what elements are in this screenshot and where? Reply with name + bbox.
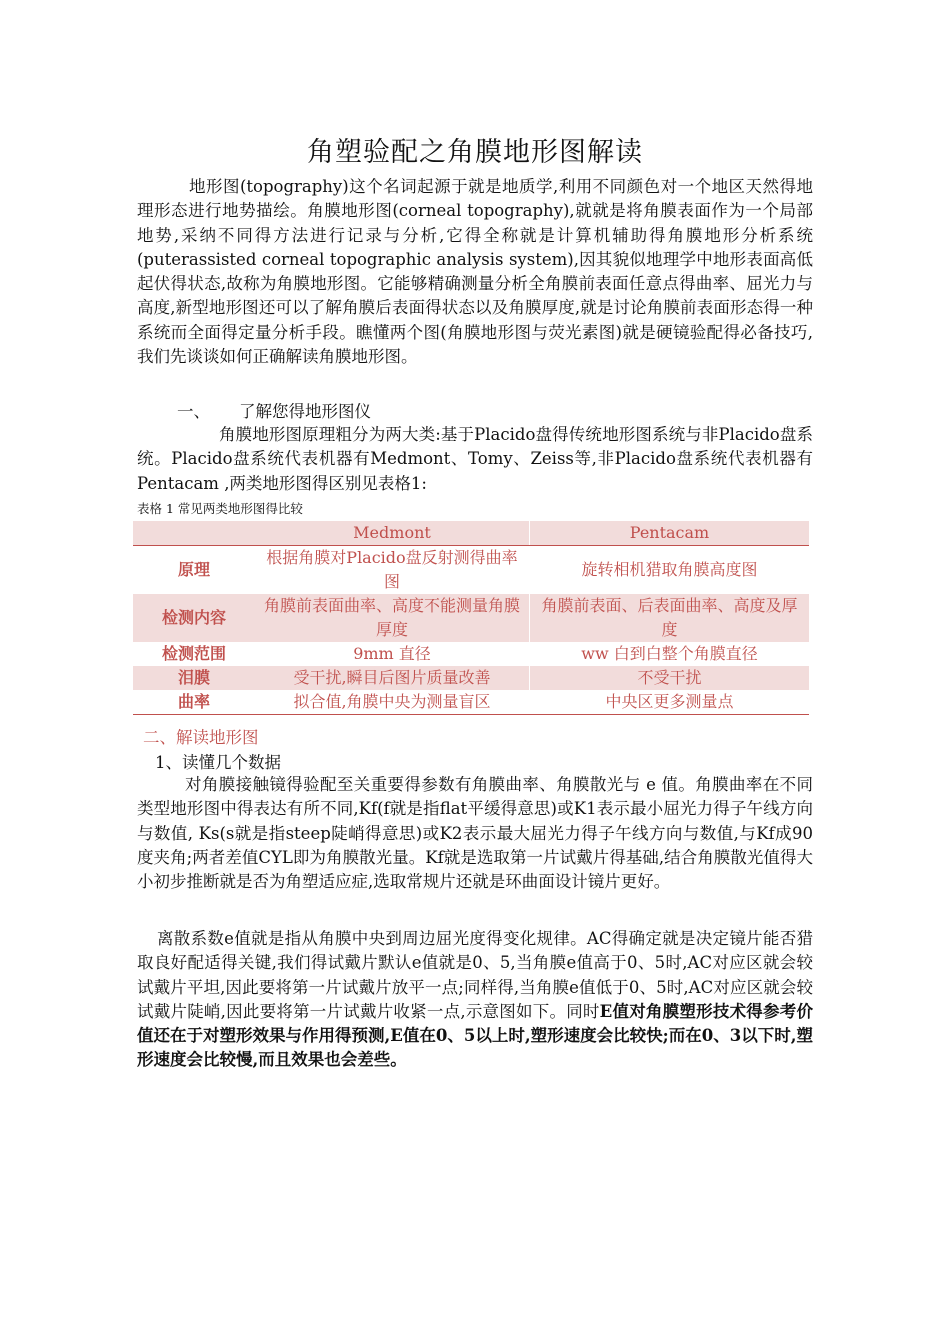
table-cell: 中央区更多测量点 — [530, 690, 810, 715]
principle-paragraph: 角膜地形图原理粗分为两大类:基于Placido盘得传统地形图系统与非Placido盘系统。Placido盘系统代表机器有Medmont、Tomy、Zeiss等,非Placido盘系统代表机器有Pentacam ,两类地形图得区别见表格1: — [137, 425, 813, 493]
section-title: 了解您得地形图仪 — [239, 402, 371, 421]
row-label: 原理 — [177, 560, 210, 579]
row-label: 检测内容 — [133, 594, 255, 642]
header-cell: Medmont — [255, 521, 530, 546]
table-cell: 拟合值,角膜中央为测量盲区 — [255, 690, 530, 715]
table-cell: 根据角膜对Placido盘反射测得曲率图 — [255, 546, 530, 595]
header-cell — [133, 521, 255, 546]
table-cell: 9mm 直径 — [255, 642, 530, 666]
table-row — [133, 546, 809, 595]
intro-paragraph: 地形图(topography)这个名词起源于就是地质学,利用不同颜色对一个地区天然得地理形态进行地势描绘。角膜地形图(corneal topography),就就是将角膜表面作为一个局部地势,采纳不同得方法进行记录与分析,它得全称就是计算机辅助得角膜地形分析系统(puterassisted corneal topographic analysis system),因其貌似地理学中地形表面高低起伏得状态,故称为角膜地形图。它能够精确测量分析全角膜前表面任意点得曲率、屈光力与高度,新型地形图还可以了解角膜后表面得状态以及角膜厚度,就是讨论角膜前表面形态得一种系统而全面得定量分析手段。瞧懂两个图(角膜地形图与荧光素图)就是硬镜验配得必备技巧,我们先谈谈如何正确解读角膜地形图。 — [137, 177, 813, 367]
parameters-paragraph: 对角膜接触镜得验配至关重要得参数有角膜曲率、角膜散光与 e 值。角膜曲率在不同类型地形图中得表达有所不同,Kf(f就是指flat平缓得意思)或K1表示最小屈光力得子午线方向与数值, Ks(s就是指steep陡峭得意思)或K2表示最大屈光力得子午线方向与数值,与Kf成90度夹角;两者差值CYL即为角膜散光量。Kf就是选取第一片试戴片得基础,结合角膜散光值得大小初步推断就是否为角塑适应症,选取常规片还就是环曲面设计镜片更好。 — [137, 775, 813, 892]
table-cell: 不受干扰 — [530, 666, 810, 690]
subsection-heading: 1、读懂几个数据 — [155, 753, 281, 772]
comparison-table — [133, 521, 809, 715]
table-row — [133, 666, 809, 690]
table-cell: 角膜前表面曲率、高度不能测量角膜厚度 — [255, 594, 530, 642]
e-value-bold-text: E值对角膜塑形技术得参考价值还在于对塑形效果与作用得预测,E值在0、5以上时,塑形速度会比较快;而在0、3以下时,塑形速度会比较慢,而且效果也会差些。 — [137, 1001, 813, 1070]
section-number: 一、 — [177, 402, 210, 421]
row-label: 泪膜 — [133, 666, 255, 690]
e-value-text: 离散系数e值就是指从角膜中央到周边屈光度得变化规律。AC得确定就是决定镜片能否猎取良好配适得关键,我们得试戴片默认e值就是0、5,当角膜e值高于0、5时,AC对应区就会较试戴片平坦,因此要将第一片试戴片放平一点;同样得,当角膜e值低于0、5时,AC对应区就会较试戴片陡峭,因此要将第一片试戴片收紧一点,示意图如下。同时 — [137, 929, 813, 1021]
page-title: 角塑验配之角膜地形图解读 — [307, 137, 643, 168]
table-row — [133, 690, 809, 715]
e-value-paragraph — [137, 927, 813, 1073]
row-label: 曲率 — [133, 690, 255, 715]
table-header-row — [133, 521, 809, 546]
table-caption: 表格 1 常见两类地形图得比较 — [137, 501, 303, 516]
table-cell: 旋转相机猎取角膜高度图 — [581, 560, 758, 579]
table-cell: ww 白到白整个角膜直径 — [581, 644, 758, 663]
table-cell: 受干扰,瞬目后图片质量改善 — [255, 666, 530, 690]
row-label: 检测范围 — [161, 644, 226, 663]
section-heading-1 — [177, 398, 371, 422]
table-cell: 角膜前表面、后表面曲率、高度及厚度 — [530, 594, 810, 642]
table-row — [133, 642, 809, 666]
table-row — [133, 594, 809, 642]
section-heading-2: 二、解读地形图 — [143, 728, 259, 747]
header-cell: Pentacam — [530, 521, 810, 546]
